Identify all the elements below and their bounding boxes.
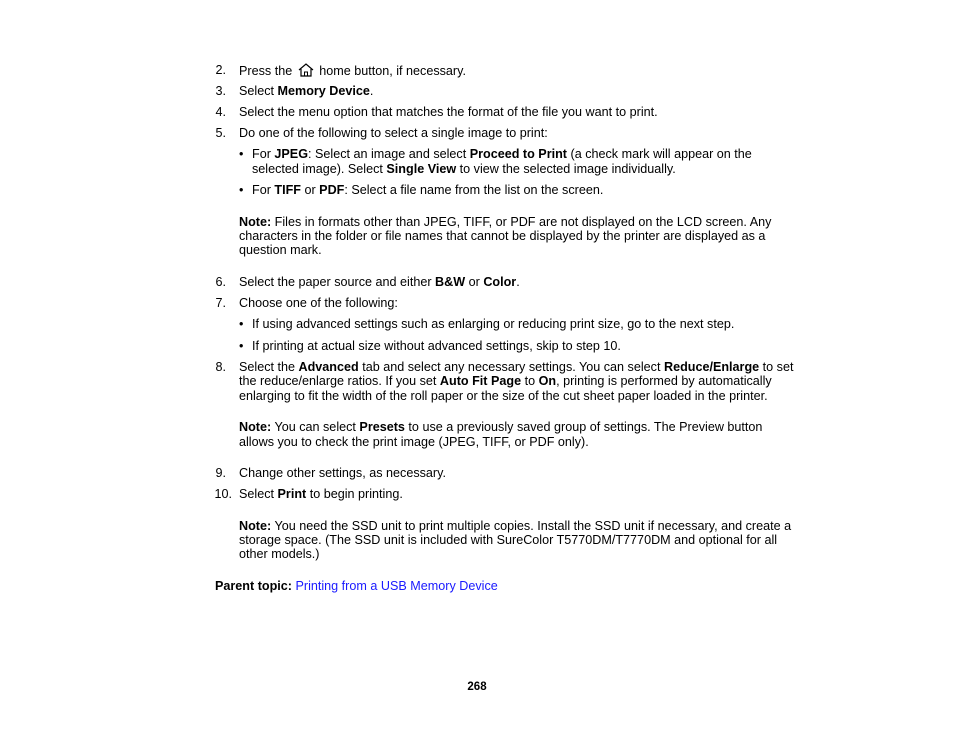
- step-6-b2: Color: [483, 275, 517, 289]
- step-5-bullet-jpeg-line1: [252, 147, 752, 162]
- step-10-text: [239, 487, 403, 502]
- step-6-text: [239, 275, 520, 290]
- step-3-text: [239, 84, 373, 99]
- step-number: 8.: [215, 360, 226, 374]
- step-3-pre: Select: [239, 84, 278, 98]
- step-2-text-b: home button, if necessary.: [319, 64, 466, 78]
- note-label: Note:: [239, 420, 272, 434]
- parent-topic-label: Parent topic:: [215, 579, 292, 593]
- note-2-t2: to use a previously saved group of settings. The Preview button: [404, 420, 763, 434]
- jpeg-t5: to view the selected image individually.: [456, 162, 676, 176]
- note-1-line2: characters in the folder or file names that cannot be displayed by the printer are displayed as a: [239, 229, 766, 243]
- step-8-t1: Select the: [239, 360, 299, 374]
- tiff-b2: PDF: [319, 183, 345, 197]
- bullet: •: [239, 183, 244, 197]
- note-3-text1: You need the SSD unit to print multiple copies. Install the SSD unit if necessary, and create a: [271, 519, 792, 533]
- note-3-line3: other models.): [239, 547, 320, 561]
- step-7-bullet-1: If using advanced settings such as enlarging or reducing print size, go to the next step.: [252, 317, 735, 331]
- tiff-t3: : Select a file name from the list on the screen.: [344, 183, 604, 197]
- step-10-post: to begin printing.: [306, 487, 403, 501]
- step-8-t6: , printing is performed by automatically: [556, 374, 772, 388]
- step-8-t2: tab and select any necessary settings. You can select: [358, 360, 664, 374]
- home-icon: [298, 63, 314, 77]
- tiff-t2: or: [300, 183, 320, 197]
- parent-topic: [215, 579, 498, 594]
- note-3-line2: storage space. (The SSD unit is included with SureColor T5770DM/T7770DM and optional for all: [239, 533, 778, 547]
- note-1-line3: question mark.: [239, 243, 322, 257]
- step-4-text: Select the menu option that matches the format of the file you want to print.: [239, 105, 658, 119]
- step-number: 10.: [214, 487, 232, 501]
- note-1-line1: [239, 215, 771, 230]
- note-label: Note:: [239, 519, 272, 533]
- note-label: Note:: [239, 215, 272, 229]
- jpeg-b1: JPEG: [274, 147, 308, 161]
- step-10-pre: Select: [239, 487, 278, 501]
- jpeg-b2: Proceed to Print: [469, 147, 567, 161]
- step-3-post: .: [369, 84, 374, 98]
- step-8-b2: Reduce/Enlarge: [663, 360, 760, 374]
- step-number: 2.: [215, 63, 226, 77]
- note-2-line1: [239, 420, 762, 435]
- step-8-t4: the reduce/enlarge ratios. If you set: [239, 374, 440, 388]
- step-number: 7.: [215, 296, 226, 310]
- step-number: 5.: [215, 126, 226, 140]
- step-6-b1: B&W: [435, 275, 466, 289]
- step-2-text-a: Press the: [239, 64, 293, 78]
- step-8-line1: [239, 360, 793, 375]
- step-6-pre: Select the paper source and either: [239, 275, 436, 289]
- note-2-t1: You can select: [271, 420, 360, 434]
- note-1-text1: Files in formats other than JPEG, TIFF, or PDF are not displayed on the LCD screen. Any: [271, 215, 772, 229]
- note-2-line2: allows you to check the print image (JPEG, TIFF, or PDF only).: [239, 435, 589, 449]
- step-5-bullet-jpeg-line2: [252, 162, 676, 177]
- step-2-text: [239, 63, 466, 79]
- step-7-text: Choose one of the following:: [239, 296, 398, 310]
- step-number: 6.: [215, 275, 226, 289]
- note-2-b1: Presets: [359, 420, 405, 434]
- step-8-b3: Auto Fit Page: [439, 374, 522, 388]
- note-3-line1: [239, 519, 791, 534]
- step-5-bullet-tiff: [252, 183, 603, 198]
- step-number: 4.: [215, 105, 226, 119]
- bullet: •: [239, 147, 244, 161]
- step-9-text: Change other settings, as necessary.: [239, 466, 446, 480]
- tiff-t1: For: [252, 183, 275, 197]
- jpeg-b3: Single View: [386, 162, 457, 176]
- step-7-bullet-2: If printing at actual size without advanced settings, skip to step 10.: [252, 339, 621, 353]
- step-8-line3: enlarging to fit the width of the roll paper or the size of the cut sheet paper loaded in the printer.: [239, 389, 768, 403]
- step-3-bold: Memory Device: [277, 84, 370, 98]
- step-8-b4: On: [538, 374, 557, 388]
- step-6-post: .: [516, 275, 520, 289]
- step-8-line2: [239, 374, 772, 389]
- step-8-t5: to: [521, 374, 539, 388]
- step-10-b1: Print: [277, 487, 307, 501]
- step-8-t3: to set: [759, 360, 794, 374]
- step-5-text: Do one of the following to select a single image to print:: [239, 126, 548, 140]
- page-number: 268: [467, 681, 487, 693]
- tiff-b1: TIFF: [274, 183, 301, 197]
- bullet: •: [239, 317, 244, 331]
- jpeg-t3: (a check mark will appear on the: [567, 147, 752, 161]
- step-6-mid: or: [465, 275, 484, 289]
- parent-topic-link[interactable]: Printing from a USB Memory Device: [295, 579, 498, 593]
- bullet: •: [239, 339, 244, 353]
- jpeg-t4: selected image). Select: [252, 162, 387, 176]
- jpeg-t2: : Select an image and select: [308, 147, 470, 161]
- step-number: 3.: [215, 84, 226, 98]
- step-8-b1: Advanced: [298, 360, 359, 374]
- step-number: 9.: [215, 466, 226, 480]
- jpeg-t1: For: [252, 147, 275, 161]
